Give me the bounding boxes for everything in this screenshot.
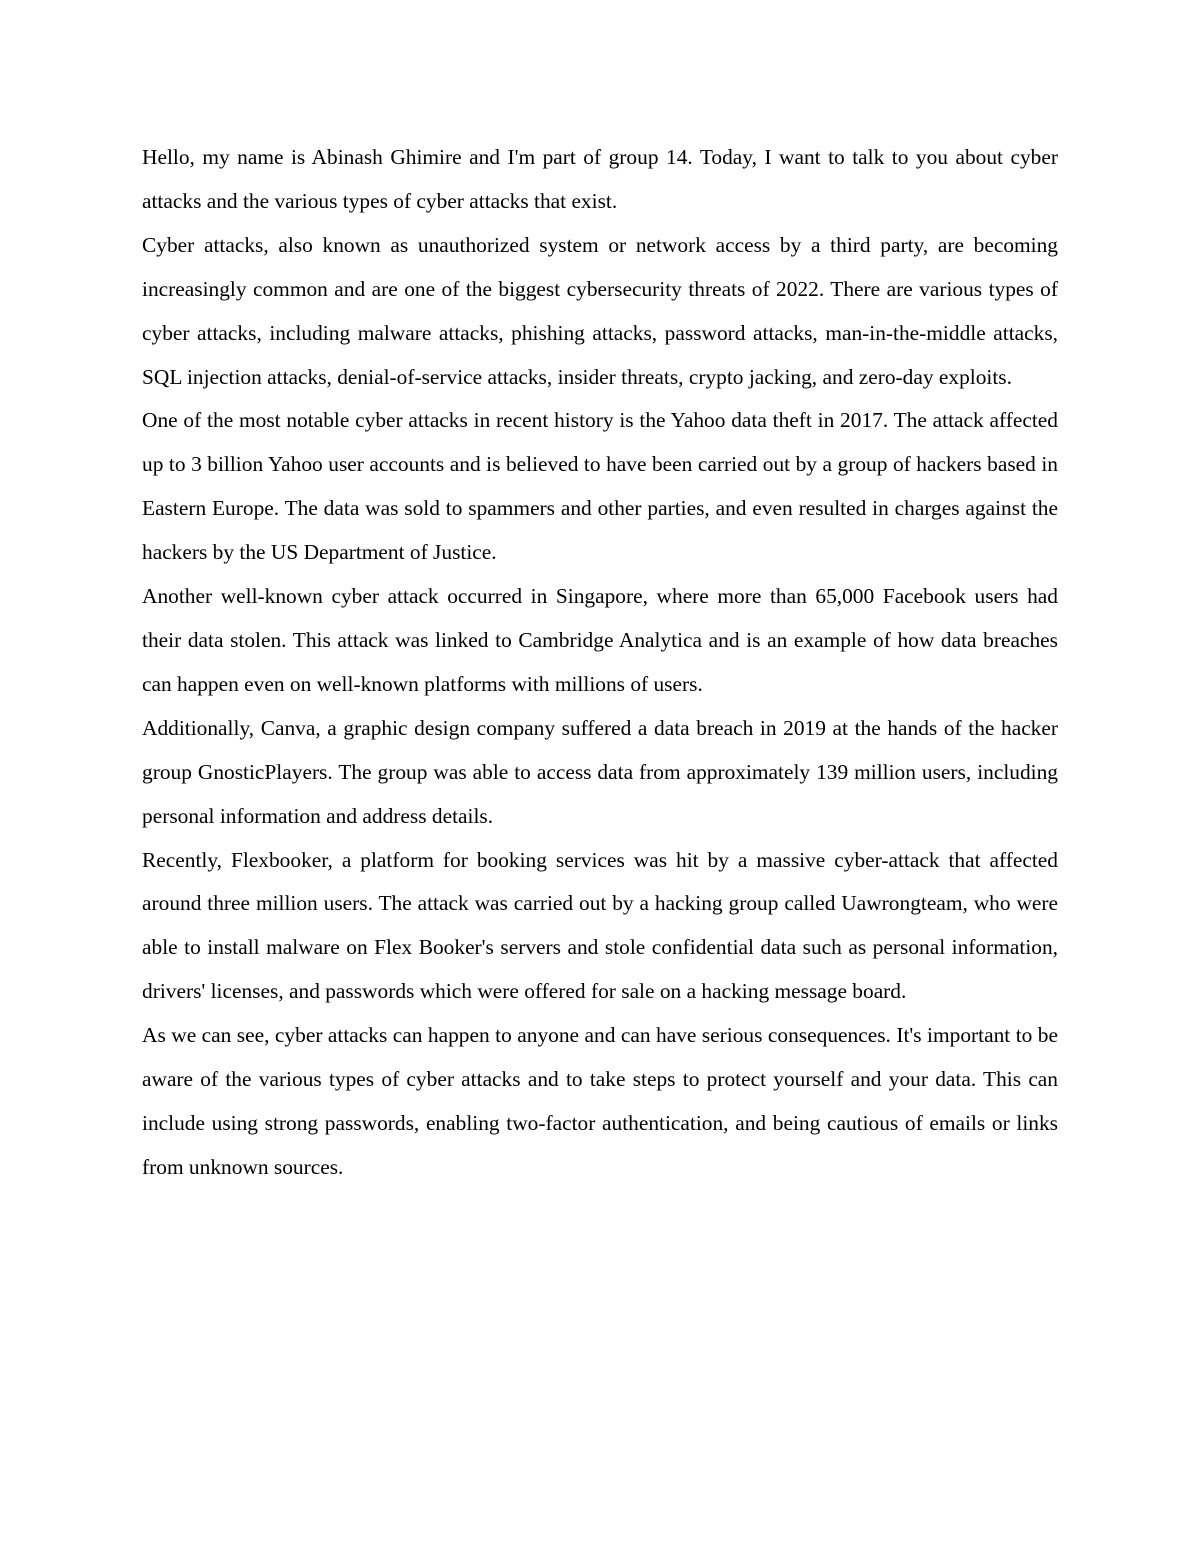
paragraph-intro: Hello, my name is Abinash Ghimire and I'm part of group 14. Today, I want to talk to you about cyber attacks and the various types of cyber attacks that exist. — [142, 145, 1058, 213]
paragraph-singapore-facebook: Another well-known cyber attack occurred in Singapore, where more than 65,000 Facebook users had their data stolen. This attack was linked to Cambridge Analytica and is an example of how data breaches can happen even on well-known platforms with millions of users. — [142, 584, 1058, 696]
paragraph-cyber-attack-types: Cyber attacks, also known as unauthorized system or network access by a third party, are becoming increasingly common and are one of the biggest cybersecurity threats of 2022. There are various types of cyber attacks, including malware attacks, phishing attacks, password attacks, man-in-the-middle attacks, SQL injection attacks, denial-of-service attacks, insider threats, crypto jacking, and zero-day exploits. — [142, 232, 1058, 389]
paragraph-yahoo-data-theft: One of the most notable cyber attacks in recent history is the Yahoo data theft in 2017. The attack affected up to 3 billion Yahoo user accounts and is believed to have been carried out by a group of hackers based in Eastern Europe. The data was sold to spammers and other parties, and even resulted in charges against the hackers by the US Department of Justice. — [142, 408, 1058, 565]
document-body — [142, 136, 1058, 1190]
paragraph-canva-breach: Additionally, Canva, a graphic design company suffered a data breach in 2019 at the hands of the hacker group GnosticPlayers. The group was able to access data from approximately 139 million users, including personal information and address details. — [142, 715, 1058, 828]
paragraph-conclusion: As we can see, cyber attacks can happen to anyone and can have serious consequences. It's important to be aware of the various types of cyber attacks and to take steps to protect yourself and your data. This can include using strong passwords, enabling two-factor authentication, and being cautious of emails or links from unknown sources. — [142, 1023, 1058, 1179]
paragraph-flexbooker-attack: Recently, Flexbooker, a platform for booking services was hit by a massive cyber-attack that affected around three million users. The attack was carried out by a hacking group called Uawrongteam, who were able to install malware on Flex Booker's servers and stole confidential data such as personal information, drivers' licenses, and passwords which were offered for sale on a hacking message board. — [142, 847, 1058, 1004]
